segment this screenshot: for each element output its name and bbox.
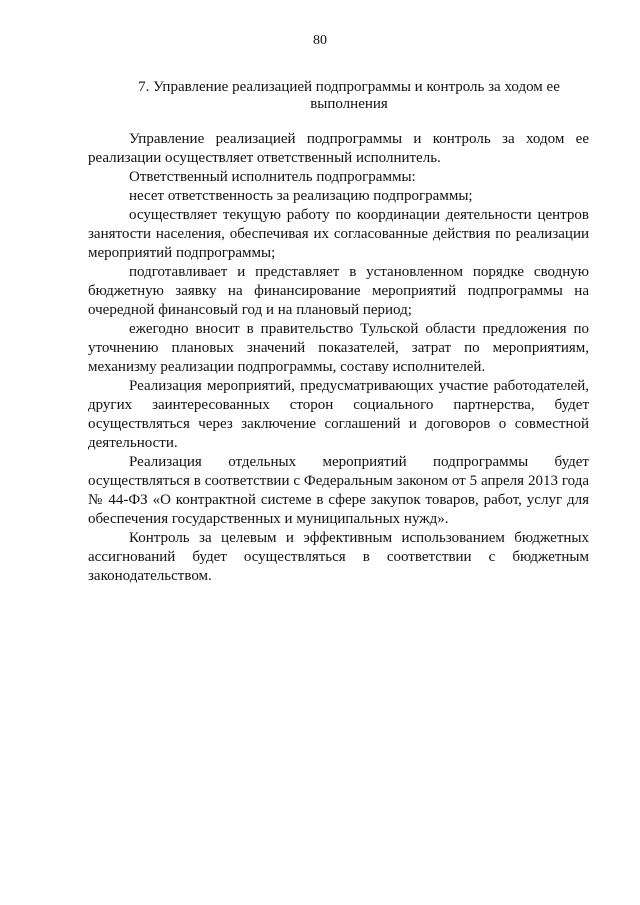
paragraph-coordination: осуществляет текущую работу по координации деятельности центров занятости населения, обеспечивая их согласованные действия по реализации мероприятий подпрограммы; <box>88 207 589 261</box>
paragraph-employers: Реализация мероприятий, предусматривающих участие работодателей, других заинтересованных сторон социального партнерства, будет осуществляться через заключение соглашений и договоров о совместной деятельности. <box>88 378 589 451</box>
section-heading: 7. Управление реализацией подпрограммы и контроль за ходом ее выполнения <box>138 79 560 112</box>
page-number: 80 <box>313 33 327 48</box>
paragraph-proposals: ежегодно вносит в правительство Тульской области предложения по уточнению плановых значений показателей, затрат по мероприятиям, механизму реализации подпрограммы, составу исполнителей. <box>88 321 589 375</box>
paragraph-executor-intro: Ответственный исполнитель подпрограммы: <box>129 169 416 185</box>
paragraph-federal-law: Реализация отдельных мероприятий подпрограммы будет осуществляться в соответствии с Федеральным законом от 5 апреля 2013 года № 44-ФЗ «О контрактной системе в сфере закупок товаров, работ, услуг для обеспечения государственных и муниципальных нужд». <box>88 454 589 527</box>
paragraph-budget-request: подготавливает и представляет в установленном порядке сводную бюджетную заявку на финансирование мероприятий подпрограммы на очередной финансовый год и на плановый период; <box>88 264 589 318</box>
paragraph-responsibility: несет ответственность за реализацию подпрограммы; <box>129 188 473 204</box>
document-body <box>88 130 589 586</box>
paragraph-management: Управление реализацией подпрограммы и контроль за ходом ее реализации осуществляет ответственный исполнитель. <box>88 131 589 166</box>
paragraph-control: Контроль за целевым и эффективным использованием бюджетных ассигнований будет осуществляться в соответствии с бюджетным законодательством. <box>88 530 589 584</box>
